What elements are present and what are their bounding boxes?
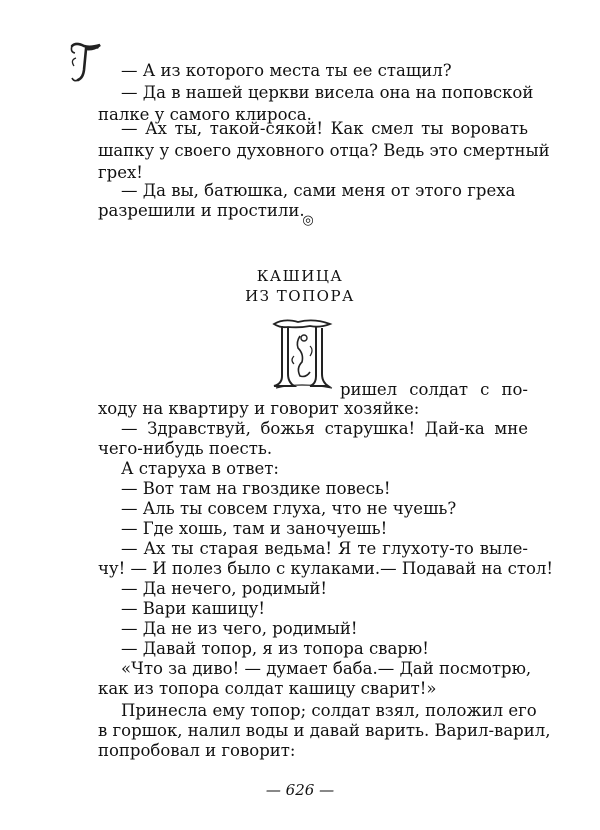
text-line: — А из которого места ты ее стащил?	[121, 61, 452, 80]
text-line: грех!	[98, 163, 143, 182]
story-title-line1: КАШИЦА	[256, 267, 344, 285]
text-line: — Да в нашей церкви висела она на поповской	[121, 83, 534, 102]
dropcap	[270, 316, 338, 390]
text-line: попробовал и говорит:	[98, 741, 296, 760]
corner-flourish-icon	[66, 40, 106, 86]
text-line: Принесла ему топор; солдат взял, положил его	[121, 701, 537, 720]
text-line: шапку у своего духовного отца? Ведь это смертный	[98, 141, 550, 160]
text-line: чего-нибудь поесть.	[98, 439, 273, 458]
dropcap-letter	[270, 316, 338, 390]
text-line: — Где хошь, там и заночуешь!	[121, 519, 388, 538]
text-line: палке у самого клироса.	[98, 105, 312, 124]
text-line: — Да не из чего, родимый!	[121, 619, 358, 638]
text-line: «Что за диво! — думает баба.— Дай посмотрю,	[121, 659, 532, 678]
text-line: — Ах ты, такой-сякой! Как смел ты воровать	[121, 119, 528, 138]
text-line: — Ах ты старая ведьма! Я те глухоту-то выле-	[121, 539, 528, 558]
text-line: А старуха в ответ:	[121, 459, 279, 478]
text-line: в горшок, налил воды и давай варить. Варил-варил,	[98, 721, 551, 740]
text-line: ришел солдат с по-	[340, 380, 528, 399]
text-line: разрешили и простили.	[98, 201, 305, 220]
text-line: — Давай топор, я из топора сварю!	[121, 639, 429, 658]
text-line: — Здравствуй, божья старушка! Дай-ка мне	[121, 419, 528, 438]
page-number: — 626 —	[265, 781, 335, 799]
text-line: ходу на квартиру и говорит хозяйке:	[98, 399, 420, 418]
text-line: чу! — И полез было с кулаками.— Подавай на стол!	[98, 559, 553, 578]
text-line: — Да нечего, родимый!	[121, 579, 327, 598]
text-line: — Аль ты совсем глуха, что не чуешь?	[121, 499, 457, 518]
text-line: как из топора солдат кашицу сварит!»	[98, 679, 437, 698]
text-line: — Вот там на гвоздике повесь!	[121, 479, 391, 498]
story-title-line2: ИЗ ТОПОРА	[245, 287, 355, 305]
text-line: — Вари кашицу!	[121, 599, 265, 618]
text-line: — Да вы, батюшка, сами меня от этого греха	[121, 181, 516, 200]
section-ornament: ◎	[302, 213, 314, 228]
